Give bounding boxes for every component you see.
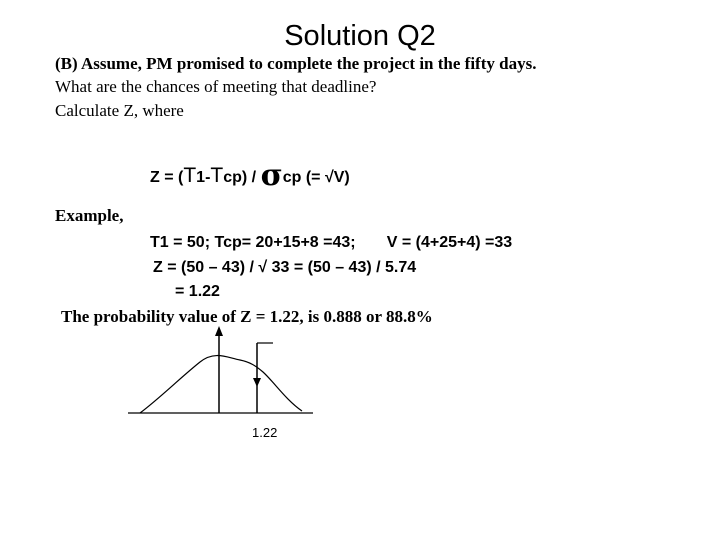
z-value-label: 1.22 bbox=[252, 425, 278, 440]
formula-suffix: cp (= √V) bbox=[282, 169, 350, 186]
normal-curve bbox=[140, 356, 302, 413]
slide-title: Solution Q2 bbox=[284, 20, 436, 52]
z-marker-arrow-head bbox=[253, 378, 261, 387]
formula-tcp: T bbox=[210, 164, 224, 187]
calc-line-result: = 1.22 bbox=[175, 283, 220, 300]
formula-t1: T bbox=[183, 164, 197, 187]
formula-t1-sub: 1- bbox=[196, 169, 211, 186]
problem-statement: (B) Assume, PM promised to complete the project in the fifty days. bbox=[55, 54, 537, 73]
problem-instruction: Calculate Z, where bbox=[55, 101, 184, 120]
calc-line-values: T1 = 50; Tcp= 20+15+8 =43; V = (4+25+4) =33 bbox=[150, 234, 513, 251]
formula-tcp-rest: cp) / bbox=[223, 169, 261, 186]
probability-statement: The probability value of Z = 1.22, is 0.888 or 88.8% bbox=[61, 307, 433, 326]
sigma-symbol: σ bbox=[260, 158, 283, 193]
formula-prefix: Z = ( bbox=[150, 169, 184, 186]
mean-arrow-head bbox=[215, 326, 223, 336]
example-label: Example, bbox=[55, 206, 124, 225]
problem-question: What are the chances of meeting that deadline? bbox=[55, 77, 377, 96]
calc-line-z: Z = (50 – 43) / √ 33 = (50 – 43) / 5.74 bbox=[153, 259, 417, 276]
